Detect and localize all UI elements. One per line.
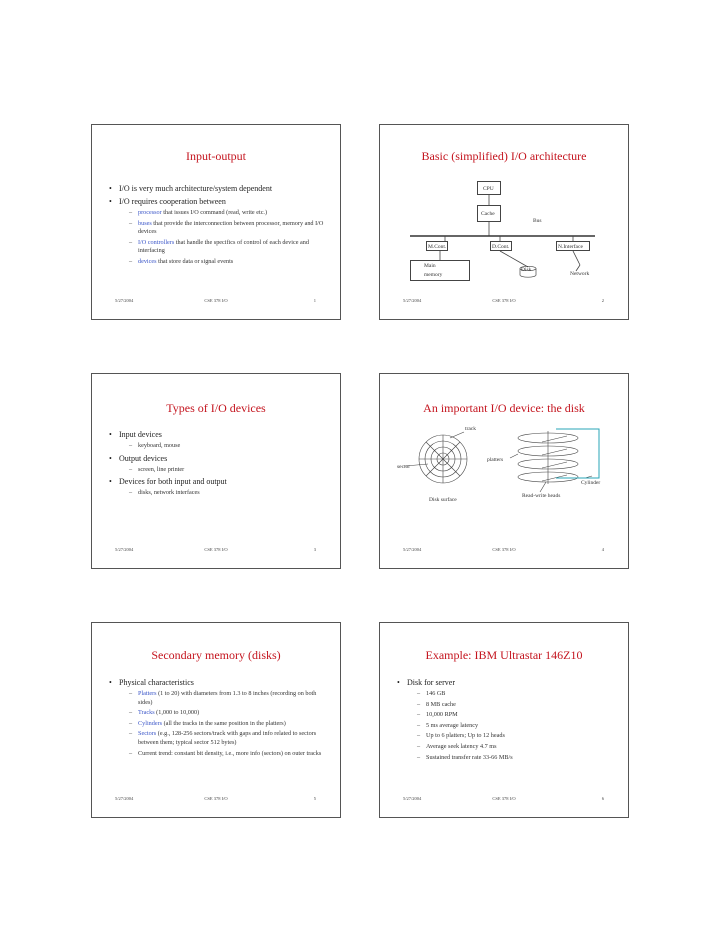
footer-course: CSE 378 I/O bbox=[204, 298, 228, 303]
slide-title: Input-output bbox=[186, 149, 246, 163]
slide-number: 6 bbox=[601, 796, 604, 801]
disk-controller-box bbox=[490, 241, 512, 251]
sub-text: that store data or signal events bbox=[156, 257, 234, 265]
bullet bbox=[109, 183, 332, 195]
sub-bullet bbox=[119, 239, 332, 256]
sub-text: (e.g., 128-256 sectors/track with gaps and info related to sectors between them; typical sector 512 bytes) bbox=[138, 730, 317, 746]
slide-number: 1 bbox=[313, 298, 316, 303]
track-label: track bbox=[465, 426, 476, 432]
platters-label: platters bbox=[487, 457, 504, 463]
sub-bullet bbox=[407, 701, 620, 710]
term: buses bbox=[138, 219, 152, 227]
footer-date: 5/27/2004 bbox=[403, 547, 422, 552]
read-write-heads-label: Read-write heads bbox=[522, 493, 561, 499]
slide-number: 4 bbox=[601, 547, 604, 552]
bullet-text: Output devices bbox=[119, 453, 168, 463]
main-memory-label-2: memory bbox=[424, 272, 443, 278]
mcont-label: M.Cont. bbox=[428, 244, 447, 250]
sub-bullet bbox=[119, 489, 332, 498]
slide-number: 2 bbox=[601, 298, 604, 303]
sub-bullet bbox=[119, 466, 332, 475]
bullet bbox=[109, 453, 332, 475]
dcont-label: D.Cont. bbox=[492, 244, 510, 250]
bullet-list bbox=[109, 428, 332, 500]
cpu-box bbox=[477, 181, 501, 195]
slide-title: Basic (simplified) I/O architecture bbox=[421, 149, 587, 163]
sub-bullet bbox=[119, 730, 332, 747]
sub-text: Sustained transfer rate 33-66 MB/s bbox=[426, 753, 513, 761]
footer-date: 5/27/2004 bbox=[115, 796, 134, 801]
sub-text: disks, network interfaces bbox=[138, 489, 200, 497]
sub-text: 8 MB cache bbox=[426, 700, 456, 708]
sub-text: screen, line printer bbox=[138, 465, 185, 473]
sub-text: that issues I/O command (read, write etc.) bbox=[161, 209, 268, 216]
bullet-list bbox=[109, 676, 332, 760]
disk-surface-label: Disk surface bbox=[429, 497, 457, 503]
slide-footer bbox=[92, 796, 340, 804]
slide-2 bbox=[379, 124, 629, 320]
sector-label: sector bbox=[397, 464, 411, 470]
bullet-text: Devices for both input and output bbox=[119, 477, 227, 487]
bullet bbox=[109, 677, 332, 758]
footer-date: 5/27/2004 bbox=[403, 796, 422, 801]
footer-course: CSE 378 I/O bbox=[492, 796, 516, 801]
sub-text: Up to 6 platters; Up to 12 heads bbox=[426, 732, 505, 740]
sub-bullet bbox=[119, 750, 332, 759]
cpu-label: CPU bbox=[483, 186, 494, 192]
slide-title: An important I/O device: the disk bbox=[423, 401, 585, 415]
footer-course: CSE 378 I/O bbox=[492, 298, 516, 303]
sub-text: that provide the interconnection between processor, memory and I/O devices bbox=[138, 219, 324, 236]
bullet-text: Input devices bbox=[119, 430, 162, 439]
slide-number: 5 bbox=[313, 796, 316, 801]
footer-course: CSE 378 I/O bbox=[204, 547, 228, 552]
sub-text: keyboard, mouse bbox=[138, 442, 181, 449]
sub-text: (all the tracks in the same position in the platters) bbox=[162, 719, 286, 727]
bullet-text: I/O is very much architecture/system dependent bbox=[119, 184, 273, 193]
slide-title: Example: IBM Ultrastar 146Z10 bbox=[425, 648, 583, 662]
network-label: Network bbox=[570, 271, 590, 277]
slide-title: Secondary memory (disks) bbox=[151, 648, 281, 662]
sub-text: 5 ms average latency bbox=[426, 721, 479, 729]
slide-1 bbox=[91, 124, 341, 320]
slide-4 bbox=[379, 373, 629, 569]
sub-bullet bbox=[119, 690, 332, 707]
architecture-diagram bbox=[380, 125, 630, 321]
memory-controller-box bbox=[426, 241, 448, 251]
term: Cylinders bbox=[138, 719, 163, 727]
main-memory-box bbox=[410, 260, 470, 281]
term: Platters bbox=[138, 690, 157, 697]
ninterface-label: N.Interface bbox=[558, 244, 583, 250]
bus-label: Bus bbox=[533, 218, 542, 224]
term: Sectors bbox=[138, 730, 157, 738]
sub-bullet bbox=[407, 722, 620, 731]
slide-footer bbox=[92, 298, 340, 306]
bullet-text: Physical characteristics bbox=[119, 678, 194, 687]
slide-6 bbox=[379, 622, 629, 818]
footer-course: CSE 378 I/O bbox=[204, 796, 228, 801]
sub-bullet bbox=[407, 754, 620, 763]
term: processor bbox=[138, 209, 162, 216]
main-memory-label: Main bbox=[424, 263, 436, 269]
sub-bullet bbox=[407, 743, 620, 752]
term: devices bbox=[138, 257, 157, 265]
disk-label: Disk bbox=[521, 267, 532, 273]
bullet bbox=[109, 196, 332, 267]
sub-text: (1 to 20) with diameters from 1.3 to 8 inches (recording on both sides) bbox=[138, 690, 317, 706]
slide-footer bbox=[380, 298, 628, 306]
slide-3 bbox=[91, 373, 341, 569]
cache-label: Cache bbox=[481, 211, 495, 217]
footer-course: CSE 378 I/O bbox=[492, 547, 516, 552]
cylinder-label: Cylinder bbox=[581, 480, 601, 486]
slide-5 bbox=[91, 622, 341, 818]
footer-date: 5/27/2004 bbox=[115, 298, 134, 303]
sub-text: (1,000 to 10,000) bbox=[154, 709, 200, 717]
bullet bbox=[397, 677, 620, 762]
term: Tracks bbox=[138, 709, 155, 717]
slide-title: Types of I/O devices bbox=[166, 401, 266, 415]
bullet bbox=[109, 429, 332, 451]
slide-footer bbox=[92, 547, 340, 555]
sub-text: Average seek latency 4.7 ms bbox=[426, 742, 497, 750]
bullet bbox=[109, 476, 332, 498]
sub-text: 10,000 RPM bbox=[426, 711, 458, 719]
sub-bullet bbox=[119, 209, 332, 218]
slide-number: 3 bbox=[313, 547, 316, 552]
sub-bullet bbox=[119, 220, 332, 237]
footer-date: 5/27/2004 bbox=[403, 298, 422, 303]
sub-bullet bbox=[119, 709, 332, 718]
slide-footer bbox=[380, 796, 628, 804]
sub-bullet bbox=[119, 720, 332, 729]
slide-footer bbox=[380, 547, 628, 555]
sub-bullet bbox=[407, 711, 620, 720]
disk-diagram bbox=[380, 374, 630, 570]
bullet-text: I/O requires cooperation between bbox=[119, 197, 226, 206]
bullet-text: Disk for server bbox=[407, 678, 455, 687]
sub-bullet bbox=[407, 690, 620, 699]
footer-date: 5/27/2004 bbox=[115, 547, 134, 552]
sub-text: 146 GB bbox=[426, 690, 446, 697]
network-interface-box bbox=[556, 241, 590, 251]
term: I/O controllers bbox=[138, 238, 175, 246]
sub-bullet bbox=[119, 258, 332, 267]
sub-bullet bbox=[119, 442, 332, 451]
bullet-list bbox=[397, 676, 620, 764]
bullet-list bbox=[109, 182, 332, 269]
sub-text: that handle the specifics of control of each device and interfacing bbox=[138, 238, 309, 255]
sub-bullet bbox=[407, 732, 620, 741]
cache-box bbox=[477, 205, 501, 222]
sub-text: Current trend: constant bit density, i.e., more info (sectors) on outer tracks bbox=[138, 749, 322, 757]
